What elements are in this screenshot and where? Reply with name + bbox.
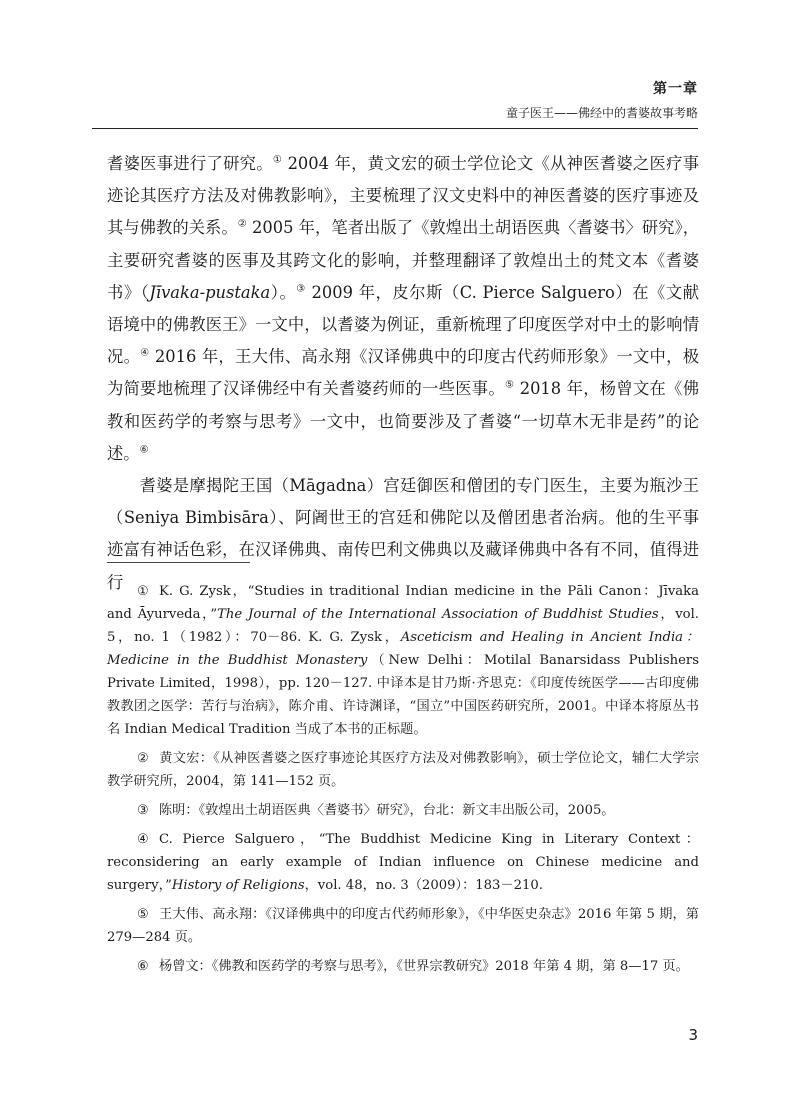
footnote-number: ④: [137, 832, 149, 847]
text-span: ，vol. 48，no. 3（2009）：183－210.: [304, 878, 543, 893]
text-span: （New Delhi：Motilal Banarsidass Publishers Private Limited，1998），pp. 120－127. 中译本是甘乃斯·齐思克：《印度传统医学——古印度佛教教团之医学：苦行与治病》，陈介甫、许诗渊译，“国立”中国医药研究所，2001。中译本将原丛书名 Indian Medical Tradition 当成了本书的正标题。: [107, 653, 699, 737]
text-span: 耆婆医事进行了研究。: [107, 154, 273, 173]
text-span: K. G. Zysk，“Studies in traditional Indian medicine in the Pāli Canon：Jīvaka and Āyurveda，”: [107, 584, 699, 622]
text-span: 2018 年，杨曾文在《佛教和医药学的考察与思考》一文中，也简要涉及了耆婆“一切草木无非是药”的论述。: [107, 379, 699, 463]
italic-title: The Journal of the International Association of Buddhist Studies: [217, 607, 659, 622]
text-span: ）。: [270, 282, 297, 302]
chapter-subtitle: 童子医王——佛经中的耆婆故事考略: [505, 106, 698, 120]
text-span: 陈明：《敦煌出土胡语医典〈耆婆书〉研究》，台北：新文丰出版公司，2005。: [159, 803, 615, 818]
text-span: 黄文宏：《从神医耆婆之医疗事迹论其医疗方法及对佛教影响》，硕士学位论文，辅仁大学宗教学研究所，2004，第 141—152 页。: [107, 751, 699, 789]
footnotes: [107, 580, 699, 984]
footnote-number: ⑥: [137, 959, 149, 974]
text-span: 2005 年，笔者出版了《敦煌出土胡语医典〈耆婆书〉研究》，主要研究耆婆的医事及其跨文化的影响，并整理翻译了敦煌出土的梵文本《耆婆书》（: [107, 218, 699, 302]
footnote-number: ①: [137, 584, 149, 599]
italic-title: Jīvaka-pustaka: [149, 282, 271, 302]
header-rule: [92, 128, 698, 129]
footnote-number: ⑤: [137, 907, 149, 922]
footnote-marker: ④: [140, 347, 150, 359]
footnote-separator: [107, 562, 250, 563]
footnote-marker: ②: [237, 218, 247, 230]
text-span: 2016 年，王大伟、高永翔《汉译佛典中的印度古代药师形象》一文中，极为简要地梳理了汉译佛经中有关耆婆药师的一些医事。: [107, 347, 699, 399]
footnote-marker: ①: [272, 154, 283, 166]
italic-title: History of Religions: [171, 878, 305, 893]
main-text: [107, 148, 699, 599]
footnote-4: [107, 828, 699, 897]
footnote-5: [107, 903, 699, 949]
paragraph-2: 耆婆是摩揭陀王国（Māgadna）宫廷御医和僧团的专门医生，主要为瓶沙王（Seniya Bimbisāra）、阿阇世王的宫廷和佛陀以及僧团患者治病。他的生平事迹富有神话色彩，在汉译佛典、南传巴利文佛典以及藏译佛典中各有不同，值得进行: [107, 476, 699, 592]
footnote-2: [107, 747, 699, 793]
footnote-marker: ③: [296, 283, 306, 295]
footnote-number: ③: [137, 803, 149, 818]
footnote-marker: ⑤: [504, 380, 515, 391]
text-span: 2004 年，黄文宏的硕士学位论文《从神医耆婆之医疗事迹论其医疗方法及对佛教影响》，主要梳理了汉文史料中的神医耆婆的医疗事迹及其与佛教的关系。: [107, 154, 699, 238]
italic-title: Asceticism and Healing in Ancient India：Medicine in the Buddhist Monastery: [107, 630, 700, 668]
page-number: 3: [688, 1026, 698, 1044]
text-span: C. Pierce Salguero，“The Buddhist Medicine King in Literary Context：reconsidering an early example of Indian influence on Chinese medicine and surgery，”: [107, 832, 699, 893]
text-span: 王大伟、高永翔：《汉译佛典中的印度古代药师形象》，《中华医史杂志》2016 年第 5 期，第 279—284 页。: [107, 907, 699, 945]
chapter-label: 第一章: [653, 81, 698, 97]
paragraph-1: [107, 148, 699, 470]
running-header: [506, 78, 698, 121]
footnote-number: ②: [137, 751, 149, 766]
text-span: ，vol. 5，no. 1（1982）：70－86. K. G. Zysk，: [107, 607, 699, 645]
footnote-6: [107, 955, 699, 978]
footnote-marker: ⑥: [139, 444, 149, 456]
footnote-3: [107, 799, 699, 822]
text-span: 2009 年，皮尔斯（C. Pierce Salguero）在《文献语境中的佛教医王》一文中，以耆婆为例证，重新梳理了印度医学对中土的影响情况。: [107, 282, 699, 367]
footnote-1: [107, 580, 699, 741]
text-span: 杨曾文：《佛教和医药学的考察与思考》，《世界宗教研究》2018 年第 4 期，第 8—17 页。: [159, 959, 689, 974]
